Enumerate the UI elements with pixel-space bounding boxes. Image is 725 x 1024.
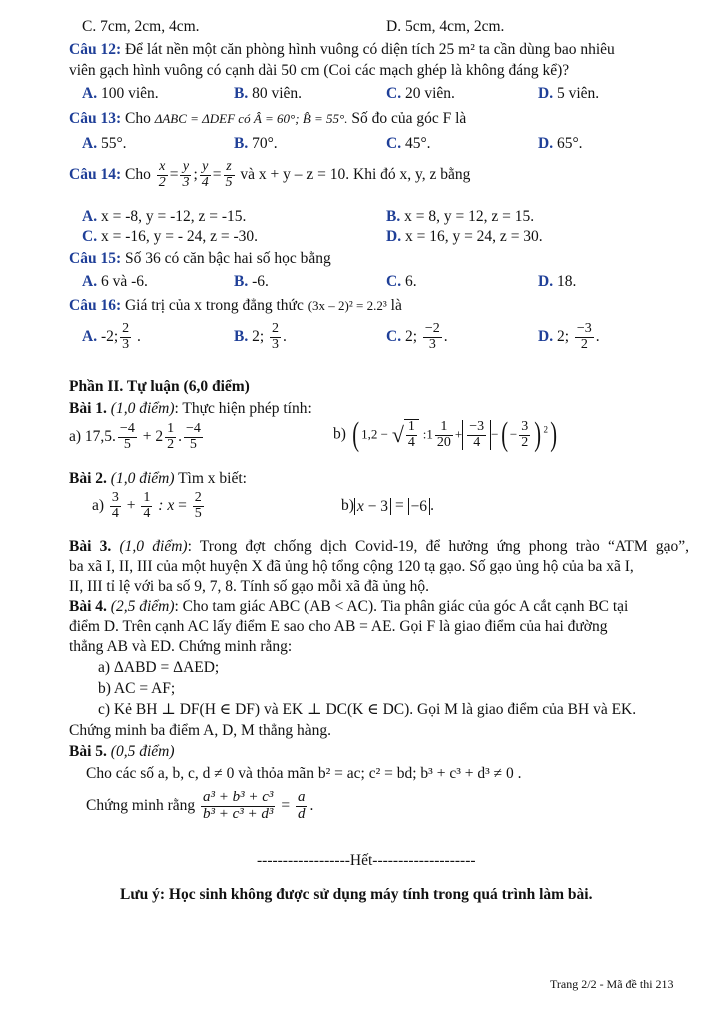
q12-label: Câu 12: (69, 41, 122, 58)
bai2-heading: Bài 2. (1,0 điểm) Tìm x biết: (69, 470, 247, 487)
bai5-line1: Cho các số a, b, c, d ≠ 0 và thỏa mãn b² = ac; c² = bd; b³ + c³ + d³ ≠ 0 . (86, 765, 522, 782)
note: Lưu ý: Học sinh không được sử dụng máy tính trong quá trình làm bài. (120, 886, 593, 903)
q15-label: Câu 15: (69, 250, 122, 267)
q15-question: Câu 15: Số 36 có căn bậc hai số học bằng (69, 250, 331, 267)
bai5-heading: Bài 5. (0,5 điểm) (69, 743, 175, 760)
bai4-part-c: c) Kẻ BH ⊥ DF(H ∈ DF) và EK ⊥ DC(K ∈ DC). Gọi M là giao điểm của BH và EK. (98, 701, 637, 718)
q12-option-a: A. 100 viên. (82, 85, 159, 102)
q14-option-a: A. x = -8, y = -12, z = -15. (82, 208, 247, 225)
fraction-x-2: $\frac{x}{2}$ (158, 159, 166, 190)
bai4-line2: điểm D. Trên cạnh AC lấy điểm E sao cho AB = AE. Gọi F là giao điểm của hai đường (69, 618, 608, 635)
q12-line2: viên gạch hình vuông có cạnh dài 50 cm (Coi các mạch ghép là không đáng kể)? (69, 62, 570, 79)
q11-option-c: C. 7cm, 2cm, 4cm. (82, 18, 200, 35)
q14-option-d: D. x = 16, y = 24, z = 30. (386, 228, 543, 245)
q13-option-b: B. 70°. (234, 135, 278, 152)
q13-option-a: A. 55°. (82, 135, 127, 152)
page-footer: Trang 2/2 - Mã đề thi 213 (550, 977, 674, 991)
q16-question: Câu 16: Giá trị của x trong đẳng thức (3x – 2)² = 2.2³ là (69, 297, 402, 314)
bai3-line2: ba xã I, II, III của một huyện X đã ủng hộ tổng cộng 120 tạ gạo. Số gạo ủng hộ của ba xã I, (69, 558, 634, 575)
q13-condition: ΔABC = ΔDEF có Â = 60°; B̂ = 55°. (154, 111, 348, 126)
q16-equation: (3x – 2)² = 2.2³ (307, 298, 387, 313)
bai4-part-a: a) ΔABD = ΔAED; (98, 659, 220, 676)
fraction-z-5: $\frac{z}{5}$ (225, 159, 233, 190)
q15-option-c: C. 6. (386, 273, 417, 290)
fraction-y-3: $\frac{y}{3}$ (182, 159, 190, 190)
q12-option-b: B. 80 viên. (234, 85, 303, 102)
q16-option-c: C. 2; $\frac{-2}{3}$ . (386, 321, 448, 352)
end-of-exam: ------------------Hết-------------------- (257, 852, 476, 869)
q14-option-c: C. x = -16, y = - 24, z = -30. (82, 228, 259, 245)
bai4-part-b: b) AC = AF; (98, 680, 176, 697)
bai2-b: b) x − 3 = −6 . (341, 497, 434, 515)
q14-question: Câu 14: Cho $\frac{x}{2}$ = $\frac{y}{3}$ ; $\frac{y}{4}$ = $\frac{z}{5}$ và x + y – z = 10. Khi đó x, y, z bằng (69, 159, 471, 190)
bai1-a: a) 17,5. $\frac{-4}{5}$ + 2 $\frac{1}{2}$ . $\frac{-4}{5}$ (69, 421, 201, 452)
q13-option-c: C. 45°. (386, 135, 431, 152)
q16-option-d: D. 2; $\frac{-3}{2}$ . (538, 321, 600, 352)
q15-option-a: A. 6 và -6. (82, 273, 148, 290)
q13-option-d: D. 65°. (538, 135, 583, 152)
fraction-y-4: $\frac{y}{4}$ (201, 159, 209, 190)
q12-text-1: Để lát nền một căn phòng hình vuông có diện tích 25 m² ta cần dùng bao nhiêu (124, 41, 615, 58)
q13-label: Câu 13: (69, 110, 122, 127)
part2-title: Phần II. Tự luận (6,0 điểm) (69, 378, 250, 395)
q14-option-b: B. x = 8, y = 12, z = 15. (386, 208, 535, 225)
bai1-b: b) ( 1,2 − √ $\frac{1}{4}$ :1 $\frac{1}{20}$ + $\frac{-3}{4}$ −( − $\frac{3}{2}$ ) $^2$) (333, 416, 558, 453)
q13-question: Câu 13: Cho ΔABC = ΔDEF có Â = 60°; B̂ = 55°. Số đo của góc F là (69, 110, 467, 127)
q16-label: Câu 16: (69, 297, 122, 314)
bai4-line1: Bài 4. (2,5 điểm): Cho tam giác ABC (AB < AC). Tia phân giác của góc A cắt cạnh BC tại (69, 598, 629, 615)
sqrt-symbol: √ $\frac{1}{4}$ (392, 419, 419, 450)
q15-option-b: B. -6. (234, 273, 269, 290)
q12-line1 (69, 41, 615, 59)
q16-option-b: B. 2; $\frac{2}{3}$ . (234, 321, 287, 352)
bai1-heading: Bài 1. (1,0 điểm): Thực hiện phép tính: (69, 400, 312, 417)
q15-option-d: D. 18. (538, 273, 577, 290)
bai4-line3: thẳng AB và ED. Chứng minh rằng: (69, 638, 293, 655)
bai5-line2: Chứng minh rằng $\frac{\text{a³ + b³ + c³}}{\text{b³ + c³ + d³}}$ = $\frac{a}{d}$ . (86, 789, 314, 822)
q14-label: Câu 14: (69, 165, 122, 183)
q12-option-d: D. 5 viên. (538, 85, 600, 102)
bai3-line1: Bài 3. (1,0 điểm): Trong đợt chống dịch Covid-19, để hưởng ứng phong trào “ATM gạo”, (69, 538, 690, 555)
q12-option-c: C. 20 viên. (386, 85, 455, 102)
bai4-conclusion: Chứng minh ba điểm A, D, M thẳng hàng. (69, 722, 331, 739)
q11-option-d: D. 5cm, 4cm, 2cm. (386, 18, 505, 35)
bai3-line3: II, III tỉ lệ với ba số 9, 7, 8. Tính số gạo mỗi xã đã ủng hộ. (69, 578, 430, 595)
bai2-a: a) $\frac{3}{4}$ + $\frac{1}{4}$ : x = $\frac{2}{5}$ (92, 490, 202, 521)
q16-option-a: A. -2; $\frac{2}{3}$ . (82, 321, 141, 352)
